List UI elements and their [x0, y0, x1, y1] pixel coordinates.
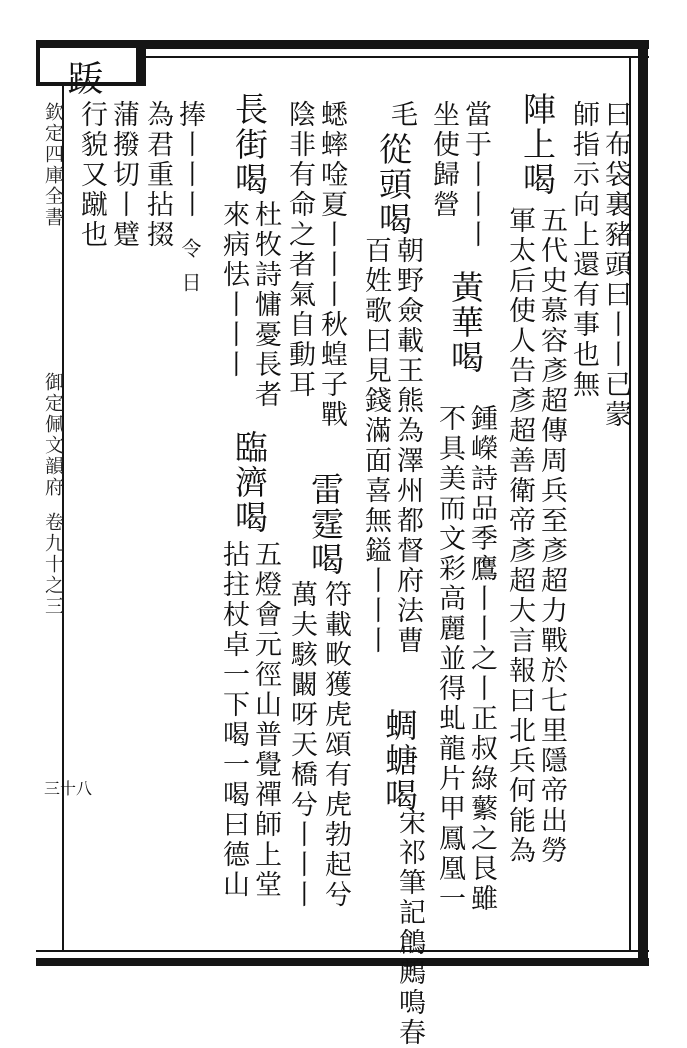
text-column-9b: 來病怯丨丨丨 [218, 200, 249, 380]
text-column-9d: 拈拄杖卓一下喝一喝曰德山 [218, 540, 249, 900]
text-column-13: 行貌又蹴也 [76, 100, 107, 250]
text-column-9a: 杜牧詩慵憂長者 [250, 200, 281, 410]
text-column-6b: 百姓歌曰見錢滿面喜無鎰丨丨丨 [360, 236, 391, 656]
volume-title: 御定佩文韻府 [42, 372, 64, 498]
book-title: 欽定四庫全書 [42, 102, 64, 228]
text-column-11: 為君重拈掇 [142, 100, 173, 250]
text-column-10b: 日 [178, 272, 202, 294]
text-column-12: 蒲撥切丨躄 [108, 100, 139, 250]
text-column-4a: 鍾嶸詩品季鷹丨丨之丨正叔綠蘩之艮雖 [466, 404, 497, 914]
right-border [638, 40, 648, 966]
heading-character: 䟦 [68, 60, 104, 100]
text-column-5a: 不具美而文彩高麗並得虬龍片甲鳳凰一 [434, 404, 465, 914]
text-column-1: 曰布袋裏豬頭曰丨丨已蒙 [600, 100, 631, 430]
text-column-6: 毛 [386, 100, 417, 130]
folio-number: 三十八 [44, 779, 93, 798]
text-column-3b: 軍太后使人告彥超善衛帝彥超大言報曰北兵何能為 [504, 206, 535, 866]
volume-number: 卷九十之三 [42, 512, 64, 617]
text-column-10: 捧丨丨丨 [174, 100, 205, 220]
bottom-inner-border [36, 950, 649, 952]
entry-heading: 從頭喝 [374, 132, 413, 237]
text-column-8: 陰非有命之者氣自動耳 [284, 100, 315, 400]
text-column-3a: 五代史慕容彥超傳周兵至彥超力戰於七里隱帝出勞 [536, 206, 567, 866]
text-column-7b: 萬夫駭闞呀天橋兮丨丨丨 [286, 580, 317, 910]
entry-heading: 陣上喝 [518, 92, 557, 197]
text-column-6a: 朝野僉載王熊為澤州都督府法曹 [392, 236, 423, 656]
text-column-7a: 符載畋獲虎頌有虎勃起兮 [320, 580, 351, 910]
text-column-9c: 五燈會元徑山普覺禪師上堂 [250, 540, 281, 900]
text-column-7: 蟋蟀唫夏丨丨丨秋蝗子戰 [316, 100, 347, 430]
entry-heading: 蜩螗喝 [380, 708, 419, 813]
bottom-border [36, 958, 649, 966]
text-column-5: 坐使歸營 [428, 100, 459, 220]
entry-heading: 黃華喝 [446, 270, 485, 375]
entry-heading: 雷霆喝 [306, 472, 345, 577]
text-column-6c: 宋祁筆記鶬鶊鳴春 [394, 808, 425, 1048]
entry-heading: 臨濟喝 [230, 430, 269, 535]
text-column-10a: 令 [178, 238, 202, 260]
entry-heading: 長街喝 [230, 92, 269, 197]
text-column-4: 當于丨丨丨 [460, 100, 491, 250]
text-column-2: 師指示向上還有事也無 [568, 100, 599, 400]
